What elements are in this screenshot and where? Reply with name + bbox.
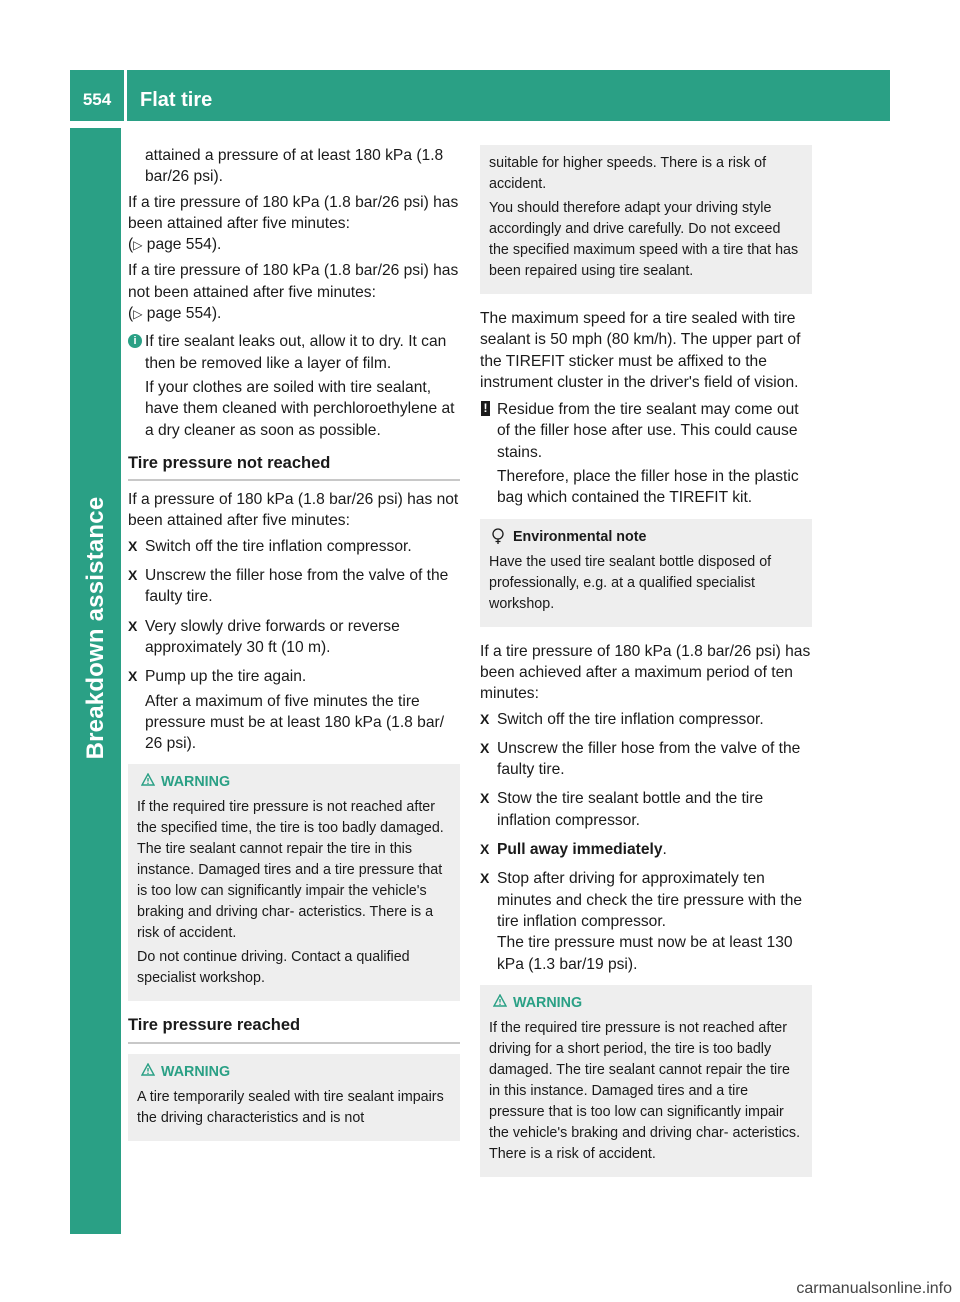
paragraph: If a tire pressure of 180 kPa (1.8 bar/26 psi) has been attained after five minutes: (▷ page 554). [128,193,459,254]
paragraph: If a tire pressure of 180 kPa (1.8 bar/26 psi) has been achieved after a maximum period of ten minutes: [480,642,811,703]
warning-text: suitable for higher speeds. There is a risk of accident. [489,155,767,192]
step-item: X Pump up the tire again. After a maximum of five minutes the tire pressure must be at least 180 kPa (1.8 bar/ 26 psi). [128,666,460,754]
step-item: X Unscrew the filler hose from the valve of the faulty tire. [480,739,801,779]
environmental-note-box [480,519,812,627]
warning-text: If the required tire pressure is not reached after the specified time, the tire is too badly damaged. The tire sealant cannot repair the tire in this instance. Damaged tires and a tire pressure that is too low can significantly impair the vehicle's braking and driving char- acteristics. There is a risk of accident. [137,799,444,942]
environmental-note-text: Have the used tire sealant bottle disposed of professionally, e.g. at a qualified specialist workshop. [489,553,772,612]
caution-note [480,399,812,508]
step-arrow-icon: X [128,668,138,685]
sidebar-label-text: Breakdown assistance [81,496,109,760]
footer-watermark: carmanualsonline.info [796,1280,952,1297]
sidebar-tab [70,128,121,1234]
right-column [480,145,812,1191]
page-number: 554 [82,90,112,109]
step-arrow-icon: X [480,790,490,807]
sidebar-thumb-marker [70,1176,121,1234]
paragraph: If a pressure of 180 kPa (1.8 bar/26 psi) has not been attained after five minutes: [128,491,459,530]
step-result: The tire pressure must now be at least 130 kPa (1.3 bar/19 psi). [497,934,793,973]
warning-triangle-icon [141,773,155,786]
step-bold-text: Pull away immediately [497,841,663,859]
step-item: X Stop after driving for approximately ten minutes and check the tire pressure with the tire inflation compressor. The tire pressure must now be at least 130 kPa (1.3 bar/19 psi). [480,868,812,974]
caution-text: Therefore, place the filler hose in the plastic bag which contained the TIREFIT kit. [497,468,799,507]
exclamation-icon: ! [481,401,490,416]
warning-box [480,985,812,1177]
paragraph: If a tire pressure of 180 kPa (1.8 bar/26 psi) has not been attained after five minutes: (▷ page 554). [128,262,459,323]
page-reference-link[interactable]: page 554). [146,236,222,254]
step-arrow-icon: X [480,870,490,887]
left-column [128,145,460,1155]
warning-box-continued [480,145,812,294]
step-result: After a maximum of five minutes the tire pressure must be at least 180 kPa (1.8 bar/ 26 psi). [145,692,445,753]
warning-triangle-icon [141,1063,155,1076]
page-ref-arrow-icon: ▷ [133,238,143,253]
info-note [128,331,460,440]
info-text: If your clothes are soiled with tire sealant, have them cleaned with perchloroethylene at a dry cleaner as soon as possible. [145,378,455,439]
warning-text: A tire temporarily sealed with tire sealant impairs the driving characteristics and is not [137,1088,444,1126]
warning-heading: WARNING [137,1062,451,1083]
environmental-note-heading: Environmental note [489,527,803,548]
paragraph: The maximum speed for a tire sealed with tire sealant is 50 mph (80 km/h). The upper part of the TIREFIT sticker must be affixed to the instrument cluster in the driver's field of vision. [480,310,801,391]
step-item: X Unscrew the filler hose from the valve of the faulty tire. [128,567,449,606]
sidebar-label [70,128,121,1234]
step-arrow-icon: X [128,537,138,554]
warning-triangle-icon [493,994,507,1007]
info-text: If tire sealant leaks out, allow it to dry. It can then be removed like a layer of film. [145,333,447,372]
page-ref-arrow-icon: ▷ [133,307,143,322]
section-heading: Tire pressure not reached [128,453,460,481]
info-icon: i [128,334,142,348]
warning-text: You should therefore adapt your driving style accordingly and drive carefully. Do not exceed the specified maximum speed with a tire that has been repaired using tire sealant. [489,200,799,279]
caution-text: Residue from the tire sealant may come out of the filler hose after use. This could cause stains. [497,401,799,461]
warning-text: Do not continue driving. Contact a qualified specialist workshop. [137,949,410,987]
continued-text: attained a pressure of at least 180 kPa (1.8 bar/26 psi). [145,147,444,186]
warning-text: If the required tire pressure is not reached after driving for a short period, the tire is too badly damaged. The tire sealant cannot repair the tire in this instance. Damaged tires and a tire pressure that is too low can significantly impair the vehicle's braking and driving char- acteristics. There is a risk of accident. [489,1019,801,1162]
section-heading: Tire pressure reached [128,1015,460,1043]
warning-heading: WARNING [489,993,803,1014]
step-item: X Switch off the tire inflation compressor. [128,536,460,557]
page-title: Flat tire [140,89,213,111]
step-item: X Pull away immediately. [480,839,812,860]
lightbulb-icon [491,528,505,545]
step-arrow-icon: X [128,567,138,584]
step-item: X Switch off the tire inflation compressor. [480,709,812,730]
warning-box [128,764,460,1001]
header-divider [124,70,127,121]
page-reference-link[interactable]: page 554). [146,305,222,323]
step-arrow-icon: X [480,710,490,727]
step-item: X Stow the tire sealant bottle and the tire inflation compressor. [480,790,764,829]
step-arrow-icon: X [128,617,138,634]
warning-heading: WARNING [137,772,451,793]
step-arrow-icon: X [480,739,490,756]
step-item: X Very slowly drive forwards or reverse approximately 30 ft (10 m). [128,617,400,656]
step-arrow-icon: X [480,841,490,858]
warning-box [128,1054,460,1141]
